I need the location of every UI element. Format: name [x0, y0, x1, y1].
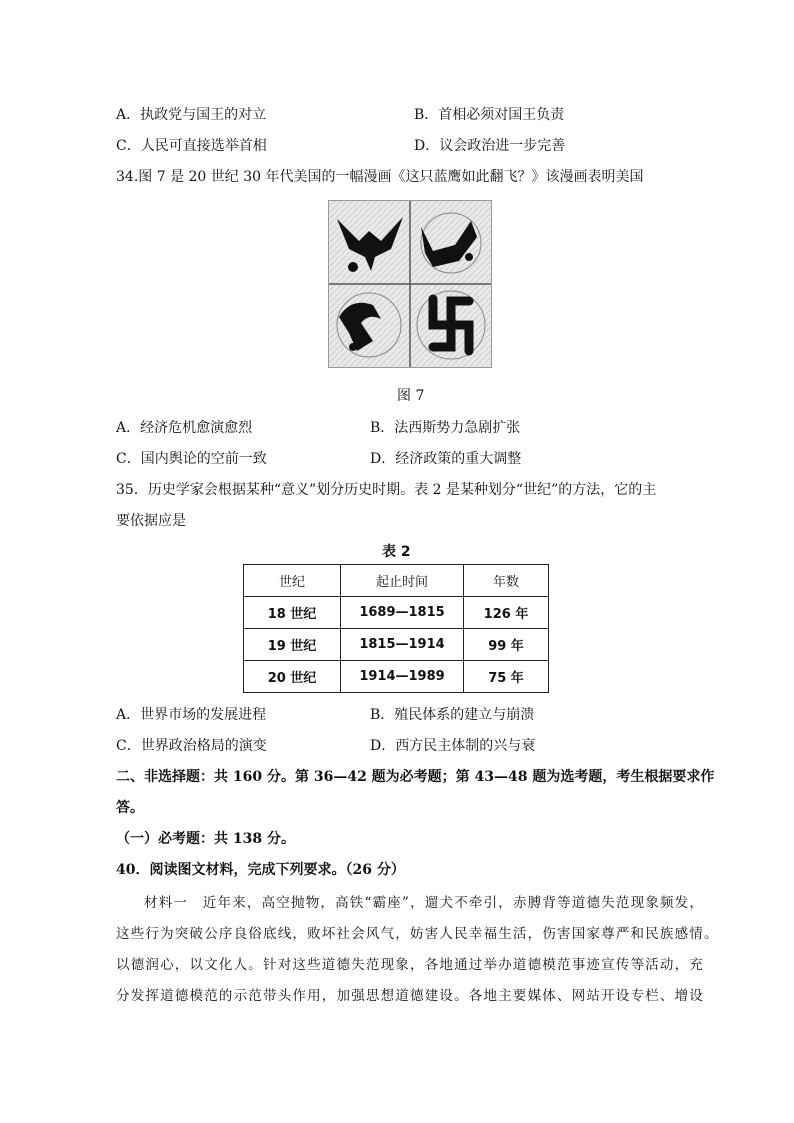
- option-34-d: D．经济政策的重大调整: [370, 451, 522, 467]
- option-35-a: A．世界市场的发展进程: [116, 707, 267, 723]
- cell-century: 19 世纪: [244, 629, 341, 661]
- option-34-a: A．经济危机愈演愈烈: [116, 420, 253, 436]
- material-1-line2: 这些行为突破公序良俗底线，败坏社会风气，妨害人民幸福生活，伤害国家尊严和民族感情。: [116, 926, 719, 942]
- table-row: [244, 629, 549, 661]
- question-35-stem-line1: 35．历史学家会根据某种“意义”划分历史时期。表 2 是某种划分“世纪”的方法，它的主: [116, 482, 657, 498]
- cell-century: 18 世纪: [244, 597, 341, 629]
- section-2-subheading: （一）必考题：共 138 分。: [116, 831, 295, 847]
- cell-period: 1689—1815: [341, 597, 464, 629]
- figure-7-caption: 图 7: [397, 388, 425, 404]
- header-years: 年数: [464, 565, 549, 597]
- table-row: [244, 597, 549, 629]
- material-1-line4: 分发挥道德模范的示范带头作用，加强思想道德建设。各地主要媒体、网站开设专栏、增设: [116, 988, 704, 1004]
- table-row: [244, 661, 549, 693]
- option-33-b: B．首相必须对国王负责: [414, 107, 565, 123]
- option-33-c: C．人民可直接选举首相: [116, 138, 267, 154]
- table-header-row: [244, 565, 549, 597]
- figure-7-cartoon: [328, 200, 492, 368]
- century-division-table: [243, 564, 549, 693]
- option-35-c: C．世界政治格局的演变: [116, 738, 267, 754]
- option-34-b: B．法西斯势力急剧扩张: [370, 420, 521, 436]
- option-33-a: A．执政党与国王的对立: [116, 107, 267, 123]
- header-period: 起止时间: [341, 565, 464, 597]
- cell-period: 1914—1989: [341, 661, 464, 693]
- material-1-line3: 以德润心，以文化人。针对这些道德失范现象，各地通过举办道德模范事迹宣传等活动，充: [116, 957, 704, 973]
- cell-years: 75 年: [464, 661, 549, 693]
- question-40-stem: 40．阅读图文材料，完成下列要求。（26 分）: [116, 862, 405, 878]
- cell-years: 99 年: [464, 629, 549, 661]
- question-34-stem: 34.图 7 是 20 世纪 30 年代美国的一幅漫画《这只蓝鹰如此翻飞？》该漫画表明美国: [116, 169, 644, 185]
- section-2-heading-line1: 二、非选择题：共 160 分。第 36—42 题为必考题；第 43—48 题为选考题，考生根据要求作: [116, 769, 715, 785]
- option-35-d: D．西方民主体制的兴与衰: [370, 738, 536, 754]
- cell-century: 20 世纪: [244, 661, 341, 693]
- material-1-line1: 材料一 近年来，高空抛物，高铁“霸座”，遛犬不牵引，赤膊背等道德失范现象频发，: [144, 895, 705, 911]
- cell-period: 1815—1914: [341, 629, 464, 661]
- question-35-stem-line2: 要依据应是: [116, 513, 186, 529]
- section-2-heading-line2: 答。: [116, 800, 144, 816]
- option-34-c: C．国内舆论的空前一致: [116, 451, 267, 467]
- header-century: 世纪: [244, 565, 341, 597]
- table-2-title: 表 2: [382, 544, 411, 560]
- cell-years: 126 年: [464, 597, 549, 629]
- option-33-d: D．议会政治进一步完善: [414, 138, 566, 154]
- option-35-b: B．殖民体系的建立与崩溃: [370, 707, 535, 723]
- eagle-cartoon-image: [329, 201, 491, 367]
